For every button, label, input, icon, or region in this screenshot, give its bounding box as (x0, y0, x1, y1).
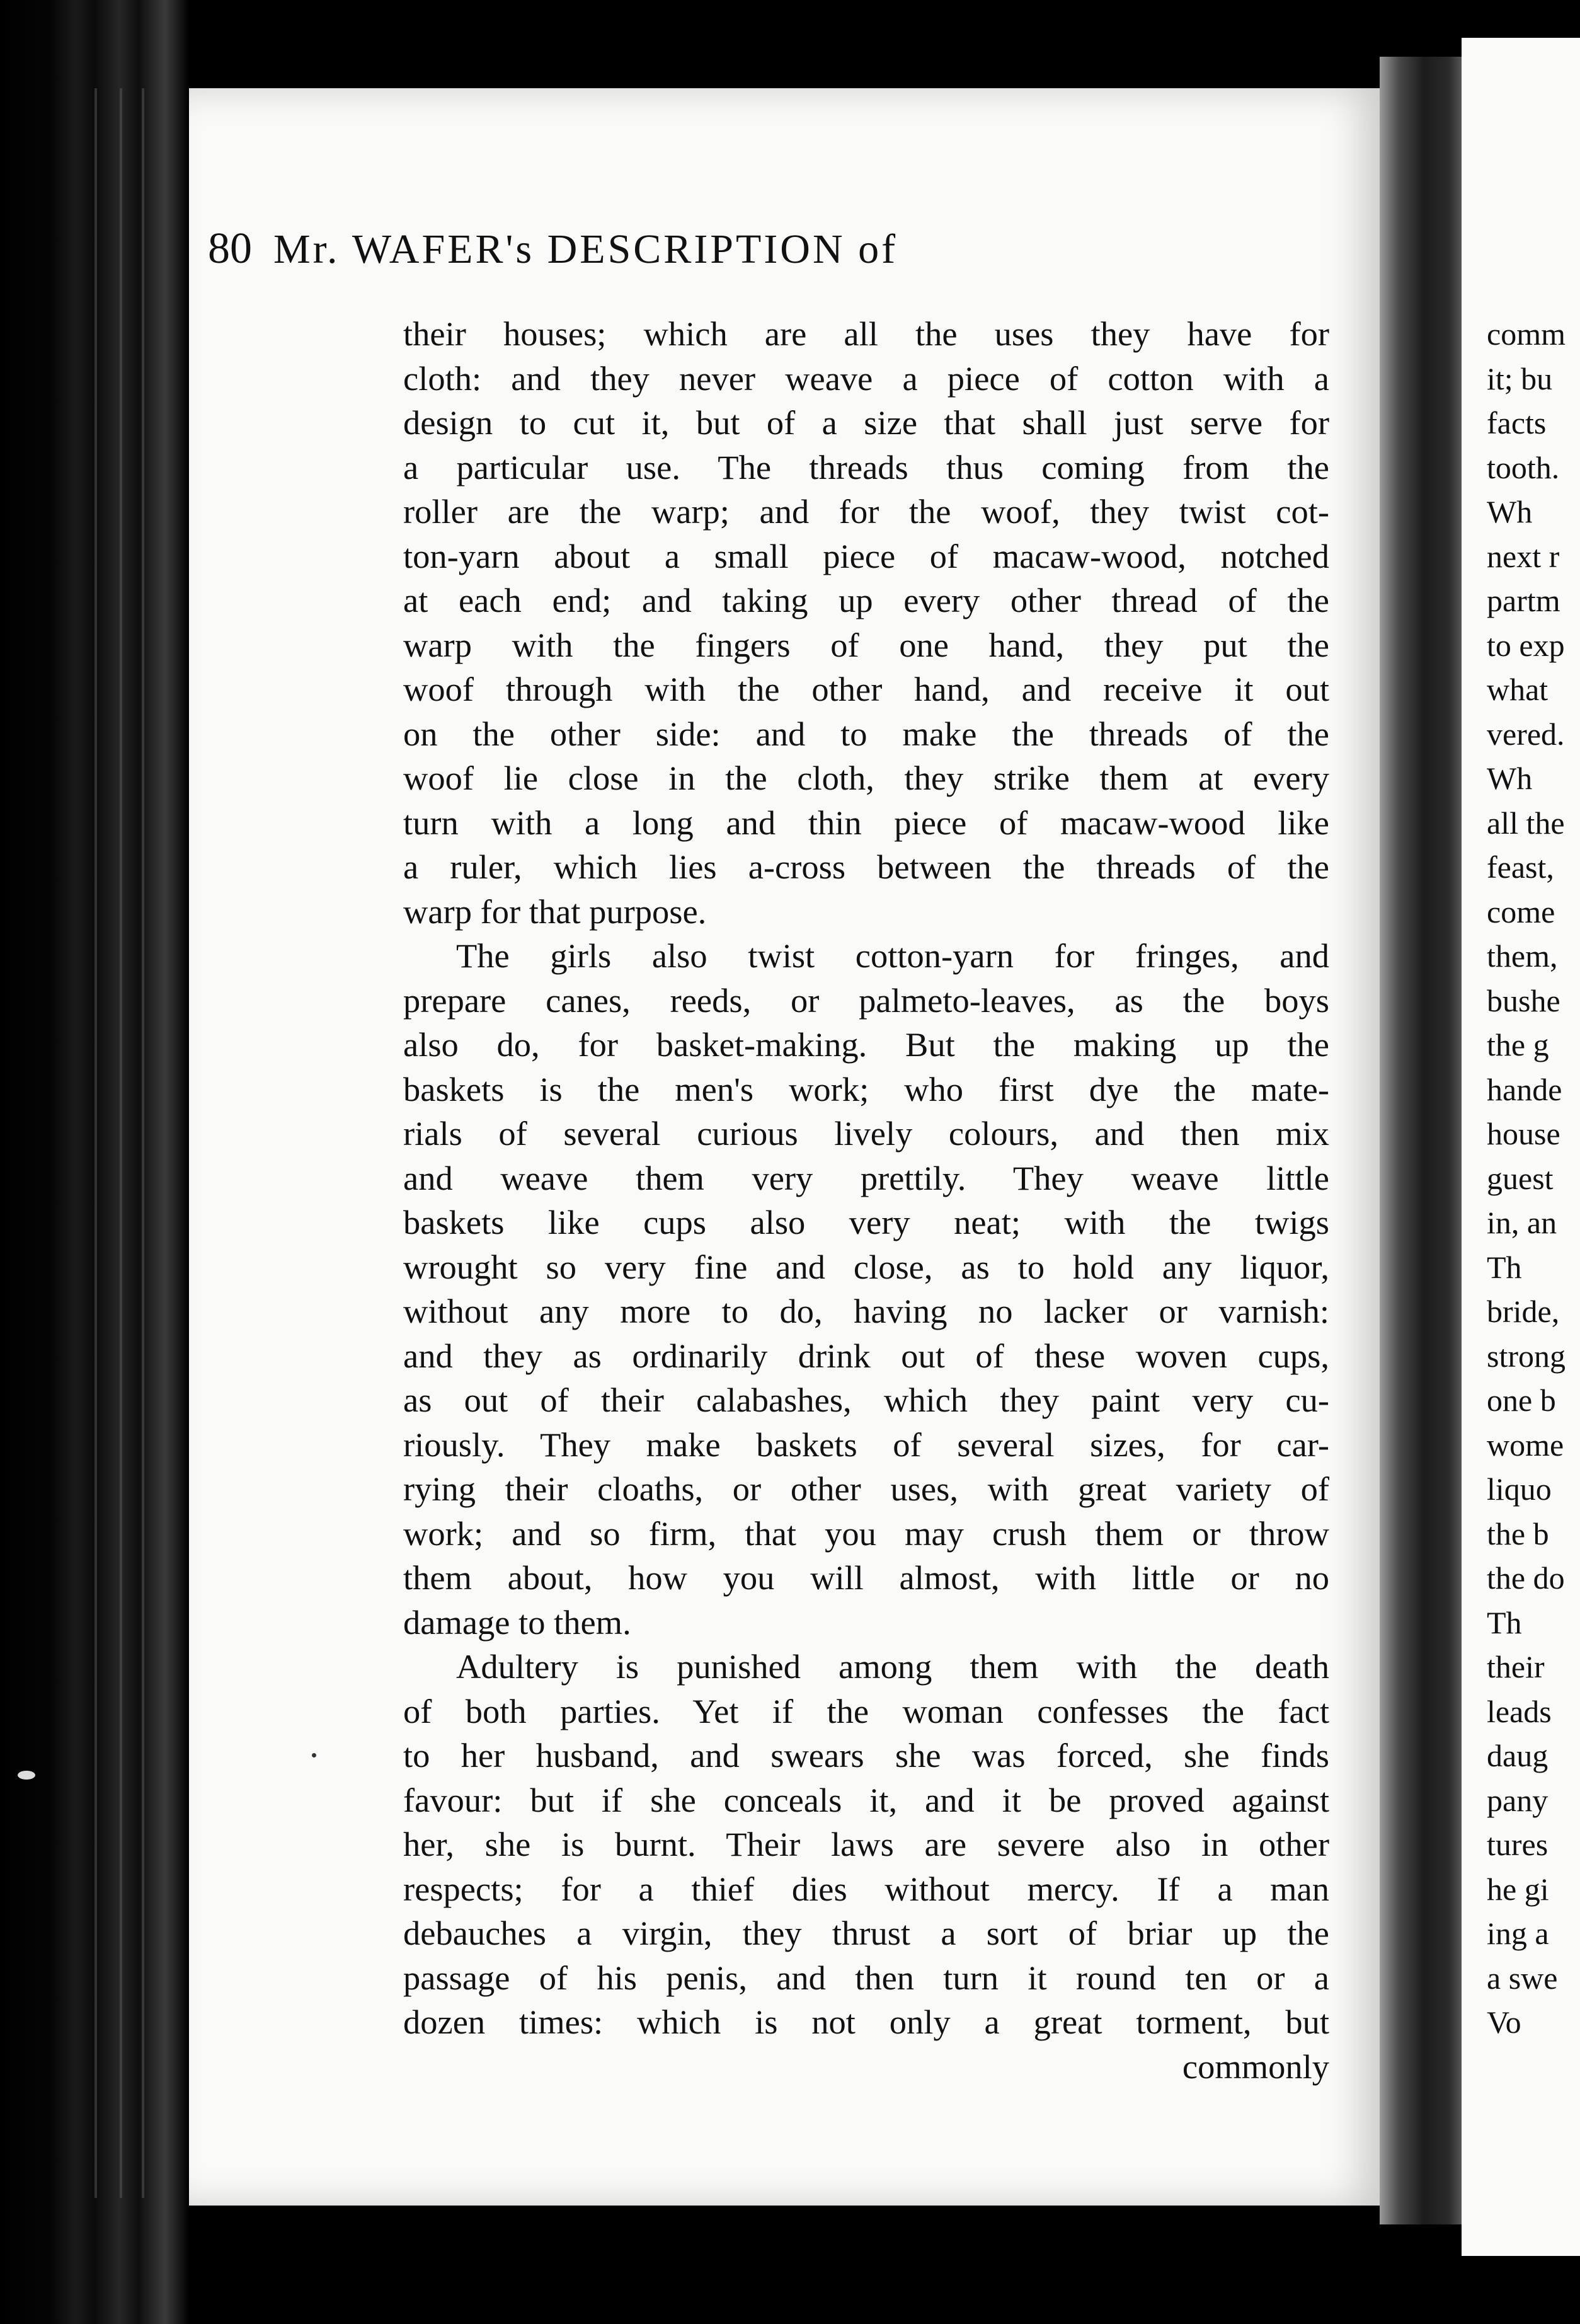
facing-page-line: strong (1487, 1338, 1566, 1374)
facing-page-line: the g (1487, 1027, 1549, 1062)
text-line: on the other side: and to make the threads of the (403, 714, 1329, 753)
text-line: warp with the fingers of one hand, they put the (403, 625, 1329, 664)
text-line: warp for that purpose. (403, 892, 707, 931)
text-line: prepare canes, reeds, or palmeto-leaves, as the boys (403, 981, 1329, 1020)
facing-page-line: liquo (1487, 1471, 1552, 1507)
facing-page-line: hande (1487, 1071, 1562, 1107)
facing-page-line: daug (1487, 1738, 1549, 1773)
running-head (208, 224, 1266, 299)
facing-page-line: ing a (1487, 1916, 1549, 1951)
facing-page-line: the do (1487, 1560, 1565, 1596)
text-line: passage of his penis, and then turn it round ten or a (403, 1958, 1329, 1997)
facing-page-line: to exp (1487, 627, 1565, 663)
facing-page-line: bride, (1487, 1294, 1560, 1329)
facing-page-fragment (1462, 38, 1580, 2256)
page-edge-line (120, 88, 122, 2198)
facing-page-line: feast, (1487, 849, 1554, 885)
text-line: favour: but if she conceals it, and it be proved against (403, 1780, 1329, 1819)
facing-page-line: the b (1487, 1516, 1549, 1551)
text-line: cloth: and they never weave a piece of cotton with a (403, 359, 1329, 398)
book-binding-edge (0, 0, 189, 2324)
text-line: and weave them very prettily. They weave little (403, 1158, 1329, 1197)
facing-page-line: partm (1487, 583, 1560, 618)
facing-page-line: bushe (1487, 982, 1560, 1018)
facing-page-line: Th (1487, 1249, 1522, 1285)
text-line: rying their cloaths, or other uses, with great variety of (403, 1470, 1329, 1508)
facing-page-line: Wh (1487, 494, 1533, 529)
text-line: her, she is burnt. Their laws are severe also in other (403, 1825, 1329, 1863)
margin-speck (312, 1753, 316, 1757)
text-line: respects; for a thief dies without mercy. If a man (403, 1869, 1329, 1908)
page-edge-line (94, 88, 97, 2198)
text-line: a ruler, which lies a-cross between the threads of the (403, 848, 1329, 886)
text-line: without any more to do, having no lacker or varnish: (403, 1292, 1329, 1330)
facing-page-line: in, an (1487, 1205, 1557, 1240)
facing-page-line: come (1487, 894, 1555, 929)
text-line: them about, how you will almost, with little or no (403, 1558, 1329, 1597)
facing-page-line: Vo (1487, 2005, 1521, 2040)
text-line: baskets is the men's work; who first dye the mate- (403, 1069, 1329, 1108)
facing-page-line: vered. (1487, 716, 1565, 752)
facing-page-line: guest (1487, 1160, 1554, 1196)
text-line: debauches a virgin, they thrust a sort of briar up the (403, 1914, 1329, 1952)
facing-page-line: all the (1487, 805, 1565, 841)
text-line: dozen times: which is not only a great torment, but (403, 2003, 1329, 2041)
facing-page-line: what (1487, 672, 1549, 707)
facing-page-line: a swe (1487, 1960, 1558, 1996)
facing-page-line: tooth. (1487, 449, 1560, 485)
page-number: 80 (208, 224, 252, 273)
facing-page-line: leads (1487, 1693, 1552, 1729)
facing-page-line: them, (1487, 938, 1558, 974)
facing-page-line: Th (1487, 1604, 1522, 1640)
body-text (403, 312, 1329, 2089)
facing-page-line: it; bu (1487, 360, 1553, 396)
margin-speck (18, 1771, 35, 1780)
text-line: rials of several curious lively colours, and then mix (403, 1114, 1329, 1153)
facing-page-line: house (1487, 1116, 1560, 1151)
text-line: also do, for basket-making. But the making up the (403, 1025, 1329, 1064)
running-title: Mr. WAFER's DESCRIPTION of (273, 226, 898, 272)
text-line: damage to them. (403, 1602, 631, 1642)
text-line: design to cut it, but of a size that shall just serve for (403, 403, 1329, 442)
text-line: woof through with the other hand, and receive it out (403, 670, 1329, 708)
text-line: a particular use. The threads thus coming from the (403, 447, 1329, 486)
text-line: wrought so very fine and close, as to hold any liquor, (403, 1247, 1329, 1286)
facing-page-line: wome (1487, 1427, 1564, 1463)
facing-page-line: their (1487, 1649, 1545, 1684)
text-line: turn with a long and thin piece of macaw-wood like (403, 803, 1329, 842)
facing-page-line: comm (1487, 316, 1566, 352)
text-line: of both parties. Yet if the woman confesses the fact (403, 1691, 1329, 1730)
facing-page-line: he gi (1487, 1871, 1549, 1907)
facing-page-line: facts (1487, 405, 1547, 440)
text-line: Adultery is punished among them with the death (456, 1647, 1329, 1686)
catchword: commonly (1182, 2047, 1329, 2086)
facing-page-line: Wh (1487, 761, 1533, 796)
text-line: their houses; which are all the uses they have for (403, 314, 1329, 353)
facing-page-line: tures (1487, 1827, 1549, 1862)
book-gutter (1380, 57, 1468, 2224)
page-edge-line (142, 88, 144, 2198)
facing-page-line: one b (1487, 1383, 1556, 1418)
text-line: roller are the warp; and for the woof, they twist cot- (403, 492, 1329, 531)
text-line: and they as ordinarily drink out of these woven cups, (403, 1336, 1329, 1375)
facing-page-line: pany (1487, 1782, 1549, 1818)
text-line: at each end; and taking up every other thread of the (403, 581, 1329, 619)
text-line: The girls also twist cotton-yarn for fringes, and (456, 936, 1329, 975)
text-line: as out of their calabashes, which they paint very cu- (403, 1381, 1329, 1419)
text-line: riously. They make baskets of several sizes, for car- (403, 1425, 1329, 1464)
text-line: ton-yarn about a small piece of macaw-wood, notched (403, 536, 1329, 575)
text-line: work; and so firm, that you may crush them or throw (403, 1514, 1329, 1553)
text-line: to her husband, and swears she was forced, she finds (403, 1736, 1329, 1775)
text-line: woof lie close in the cloth, they strike them at every (403, 759, 1329, 797)
facing-page-line: next r (1487, 538, 1560, 574)
text-line: baskets like cups also very neat; with the twigs (403, 1203, 1329, 1241)
